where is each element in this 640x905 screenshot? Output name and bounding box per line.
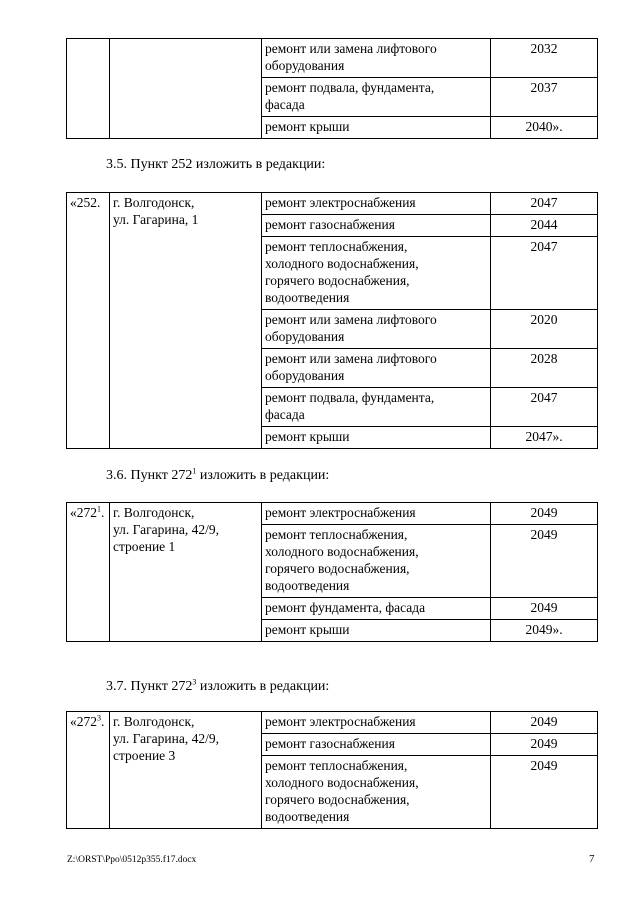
address-line: г. Волгодонск, (113, 195, 195, 210)
work-type-cell (262, 598, 491, 620)
work-type-cell (262, 503, 491, 525)
year-cell: 2047 (491, 388, 598, 427)
address-cell (110, 503, 262, 642)
work-type-line: ремонт газоснабжения (265, 736, 395, 751)
work-type-cell (262, 756, 491, 829)
work-type-line: ремонт теплоснабжения, (265, 758, 408, 773)
work-type-cell (262, 620, 491, 642)
work-type-line: ремонт крыши (265, 429, 350, 444)
work-type-line: ремонт подвала, фундамента, (265, 80, 435, 95)
table-row (67, 712, 598, 734)
section-3-5-heading: 3.5. Пункт 252 изложить в редакции: (106, 157, 326, 172)
footer-file-path: Z:\ORST\Ppo\0512p355.f17.docx (67, 855, 197, 865)
item-number-cell (67, 712, 110, 829)
address-line: ул. Гагарина, 42/9, (113, 731, 219, 746)
work-type-line: оборудования (265, 329, 345, 344)
address-line: ул. Гагарина, 42/9, (113, 522, 219, 537)
work-type-line: ремонт электроснабжения (265, 505, 416, 520)
year-cell: 2032 (491, 39, 598, 78)
work-type-line: ремонт теплоснабжения, (265, 527, 408, 542)
item-number-superscript: 3 (97, 713, 101, 723)
work-type-cell (262, 310, 491, 349)
table-row (67, 193, 598, 215)
year-cell: 2040». (491, 117, 598, 139)
address-cell (110, 39, 262, 139)
item-number-cell (67, 39, 110, 139)
work-type-line: горячего водоснабжения, (265, 561, 410, 576)
work-type-line: холодного водоснабжения, (265, 256, 419, 271)
work-type-line: ремонт подвала, фундамента, (265, 390, 435, 405)
year-cell: 2047 (491, 237, 598, 310)
work-type-line: ремонт фундамента, фасада (265, 600, 426, 615)
table-item-272-1 (66, 502, 598, 642)
table-row (67, 503, 598, 525)
work-type-cell (262, 237, 491, 310)
address-cell (110, 193, 262, 449)
work-type-line: ремонт газоснабжения (265, 217, 395, 232)
item-number-suffix: . (101, 714, 105, 729)
year-cell: 2028 (491, 349, 598, 388)
item-number-superscript: 1 (97, 504, 101, 514)
year-cell: 2044 (491, 215, 598, 237)
work-type-line: фасада (265, 407, 305, 422)
footer-page-number: 7 (589, 853, 595, 865)
work-type-cell (262, 349, 491, 388)
address-line: г. Волгодонск, (113, 505, 195, 520)
year-cell: 2047 (491, 193, 598, 215)
work-type-cell (262, 427, 491, 449)
year-cell: 2049». (491, 620, 598, 642)
address-line: строение 3 (113, 748, 176, 763)
work-type-line: ремонт крыши (265, 119, 350, 134)
work-type-line: горячего водоснабжения, (265, 273, 410, 288)
table-continuation (66, 38, 598, 139)
work-type-cell (262, 734, 491, 756)
work-type-cell (262, 525, 491, 598)
item-number-suffix: . (101, 505, 105, 520)
address-line: г. Волгодонск, (113, 714, 195, 729)
work-type-line: ремонт крыши (265, 622, 350, 637)
work-type-line: ремонт или замена лифтового (265, 41, 437, 56)
work-type-line: водоотведения (265, 290, 350, 305)
year-cell: 2037 (491, 78, 598, 117)
work-type-line: ремонт или замена лифтового (265, 312, 437, 327)
work-type-line: холодного водоснабжения, (265, 544, 419, 559)
year-cell: 2049 (491, 712, 598, 734)
work-type-cell (262, 39, 491, 78)
year-cell: 2049 (491, 503, 598, 525)
item-number: «252. (70, 195, 101, 210)
work-type-line: оборудования (265, 368, 345, 383)
table-row (67, 39, 598, 78)
work-type-cell (262, 388, 491, 427)
section-3-7-heading: 3.7. Пункт $272^3$ изложить в редакции: (106, 677, 330, 694)
work-type-line: горячего водоснабжения, (265, 792, 410, 807)
work-type-line: оборудования (265, 58, 345, 73)
work-type-line: ремонт электроснабжения (265, 195, 416, 210)
work-type-cell (262, 215, 491, 237)
item-number: «272 (70, 714, 97, 729)
table-item-272-3 (66, 711, 598, 829)
work-type-line: фасада (265, 97, 305, 112)
work-type-line: ремонт электроснабжения (265, 714, 416, 729)
work-type-cell (262, 117, 491, 139)
work-type-line: водоотведения (265, 578, 350, 593)
year-cell: 2049 (491, 756, 598, 829)
year-cell: 2020 (491, 310, 598, 349)
work-type-line: холодного водоснабжения, (265, 775, 419, 790)
year-cell: 2049 (491, 525, 598, 598)
year-cell: 2047». (491, 427, 598, 449)
work-type-cell (262, 78, 491, 117)
item-number: «272 (70, 505, 97, 520)
address-cell (110, 712, 262, 829)
item-number-cell (67, 503, 110, 642)
section-3-6-heading: 3.6. Пункт $272^1$ изложить в редакции: (106, 466, 330, 483)
work-type-line: ремонт теплоснабжения, (265, 239, 408, 254)
work-type-line: водоотведения (265, 809, 350, 824)
address-line: строение 1 (113, 539, 176, 554)
work-type-line: ремонт или замена лифтового (265, 351, 437, 366)
year-cell: 2049 (491, 734, 598, 756)
address-line: ул. Гагарина, 1 (113, 212, 199, 227)
year-cell: 2049 (491, 598, 598, 620)
work-type-cell (262, 712, 491, 734)
item-number-cell (67, 193, 110, 449)
table-item-252 (66, 192, 598, 449)
work-type-cell (262, 193, 491, 215)
